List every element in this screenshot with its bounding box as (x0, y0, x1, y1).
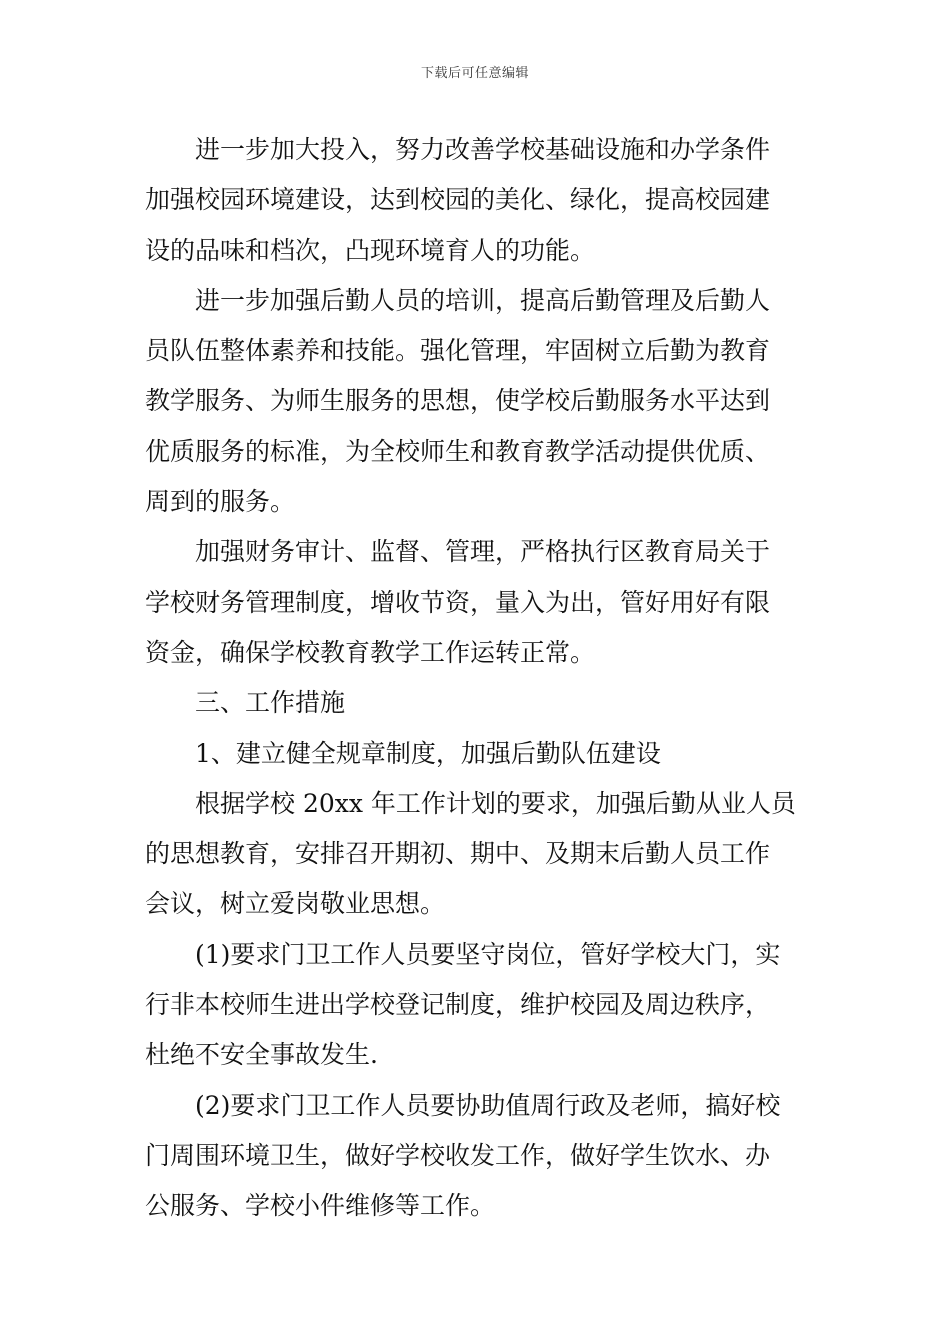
text-line: 进一步加强后勤人员的培训，提高后勤管理及后勤人 (195, 285, 771, 315)
text-line: 周到的服务。 (145, 487, 296, 517)
text-line: 行非本校师生进出学校登记制度，维护校园及周边秩序， (145, 990, 771, 1020)
text-line: 教学服务、为师生服务的思想，使学校后勤服务水平达到 (145, 386, 771, 416)
text-line: (2)要求门卫工作人员要协助值周行政及老师，搞好校 (195, 1090, 781, 1120)
text-line: 优质服务的标准，为全校师生和教育教学活动提供优质、 (145, 436, 771, 466)
text-line: 资金，确保学校教育教学工作运转正常。 (145, 637, 596, 667)
text-line: 杜绝不安全事故发生. (145, 1040, 378, 1070)
text-line: 会议，树立爱岗敬业思想。 (145, 889, 446, 919)
text-line: 公服务、学校小件维修等工作。 (145, 1191, 496, 1221)
text-line: 设的品味和档次，凸现环境育人的功能。 (145, 235, 596, 265)
section-heading: 三、工作措施 (195, 688, 346, 718)
text-line: 员队伍整体素养和技能。强化管理，牢固树立后勤为教育 (145, 336, 771, 366)
text-line: 门周围环境卫生，做好学校收发工作，做好学生饮水、办 (145, 1140, 771, 1170)
subsection-heading: 1、建立健全规章制度，加强后勤队伍建设 (195, 738, 661, 768)
text-line: 学校财务管理制度，增收节资，量入为出，管好用好有限 (145, 587, 771, 617)
text-line: 加强校园环境建设，达到校园的美化、绿化，提高校园建 (145, 185, 771, 215)
page-header: 下载后可任意编辑 (420, 66, 529, 81)
text-line: 进一步加大投入，努力改善学校基础设施和办学条件 (195, 135, 771, 164)
document-body (145, 125, 809, 1232)
text-line: 的思想教育，安排召开期初、期中、及期末后勤人员工作 (145, 839, 771, 869)
text-line: (1)要求门卫工作人员要坚守岗位，管好学校大门，实 (195, 939, 781, 969)
text-line: 根据学校 20xx 年工作计划的要求，加强后勤从业人员 (195, 788, 796, 818)
text-line: 加强财务审计、监督、管理，严格执行区教育局关于 (195, 537, 771, 567)
